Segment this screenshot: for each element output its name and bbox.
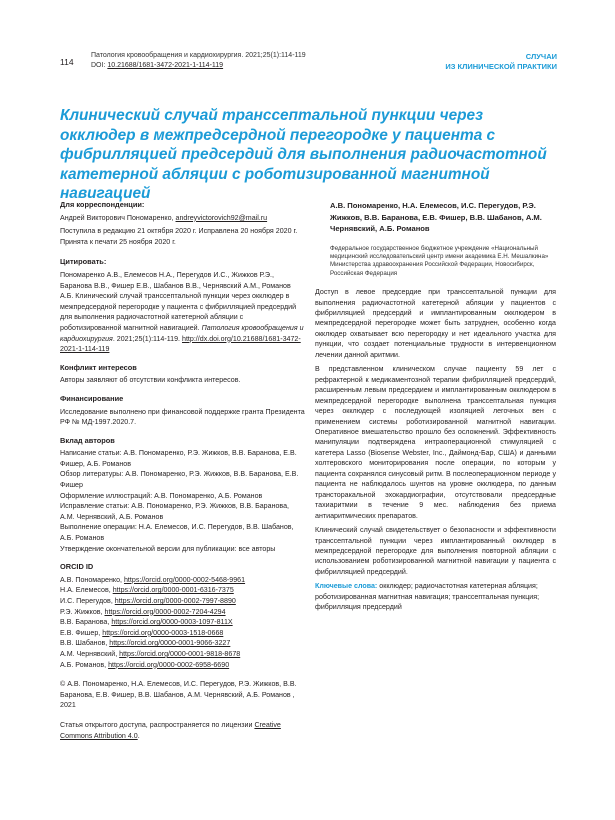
- license: [60, 720, 305, 741]
- abstract-paragraph: В представленном клиническом случае пациенту 59 лет с рефрактерной к медикаментозной терапии фибрилляцией предсердий, расширенным левым предсердием и имплантированным окклюдером в межпредсердной перегородке выполнена транссептальная пункция через окклюдер с последующей изоляцией легочных вен с применением системы роботизированной магнитной навигации. Оперативное вмешательство прошло без осложнений. Эффективность манипуляции подтверждена интраоперационной стимуляцией с катетера Lasso (Biosense Webster, Inc., Даймонд-Бар, США) и данными холтеровского мониторирования после операции, по которым у пациента сохранялся синусовый ритм. В послеоперационном периоде у пациента не наблюдалось шунтов на уровне окклюдера, по данным трансторакальной эхокардиографии, отсутствовали предсердные тахиаритмии в течение 9 мес. наблюдения без приема антиаритмических препаратов.: [315, 365, 556, 520]
- orcid-item: [60, 575, 305, 586]
- doi-line: [91, 61, 306, 71]
- orcid-name: Н.А. Елемесов,: [60, 586, 113, 595]
- orcid-name: А.В. Пономаренко,: [60, 575, 124, 584]
- citation-text: [60, 270, 305, 355]
- orcid-name: А.М. Чернявский,: [60, 649, 120, 658]
- funding-text: Исследование выполнено при финансовой поддержке гранта Президента РФ № МД-1997.2020.7.: [60, 407, 305, 427]
- license-link[interactable]: Creative Commons Attribution 4.0: [60, 720, 281, 740]
- correspondence-name: Андрей Викторович Пономаренко,: [60, 213, 174, 222]
- orcid-name: А.Б. Романов,: [60, 660, 109, 669]
- right-column: [315, 200, 556, 613]
- orcid-name: Р.Э. Жижков,: [60, 607, 105, 616]
- correspondence-heading: Для корреспонденции:: [60, 200, 145, 209]
- orcid-name: В.В. Баранова,: [60, 618, 112, 627]
- conflict-text: Авторы заявляют об отсутствии конфликта интересов.: [60, 376, 241, 385]
- orcid-item: [60, 617, 305, 628]
- received-dates: Поступила в редакцию 21 октября 2020 г. Исправлена 20 ноября 2020 г. Принята к печати 25 ноября 2020 г.: [60, 227, 298, 246]
- journal-info: [91, 51, 306, 71]
- orcid-name: Е.В. Фишер,: [60, 628, 103, 637]
- abstract-paragraph: Клинический случай свидетельствует о безопасности и эффективности транссептальной пункции через имплантированный окклюдер в межпредсердной перегородке для выполнения повторной абляции с использованием роботизированной магнитной навигации у пациента с фибрилляцией предсердий.: [315, 526, 556, 576]
- orcid-link[interactable]: https://orcid.org/0000-0002-5468-9961: [123, 575, 246, 584]
- contribution-item: Обзор литературы: А.В. Пономаренко, Р.Э. Жижков, В.В. Баранова, Е.В. Фишер: [60, 470, 299, 490]
- author-list: А.В. Пономаренко, Н.А. Елемесов, И.С. Перегудов, Р.Э. Жижков, В.В. Баранова, Е.В. Фишер, В.В. Шабанов, А.М. Чернявский, А.Б. Романов: [330, 201, 542, 233]
- funding-heading: Финансирование: [60, 393, 124, 403]
- orcid-link[interactable]: https://orcid.org/0000-0001-9818-8678: [119, 649, 241, 658]
- orcid-link[interactable]: https://orcid.org/0000-0003-1097-811X: [111, 618, 233, 627]
- contribution-item: Оформление иллюстраций: А.В. Пономаренко, А.Б. Романов: [60, 491, 263, 500]
- orcid-item: [60, 649, 305, 660]
- article-title: Клинический случай транссептальной пункции через окклюдер в межпредсердной перегородке у пациента с фибрилляцией предсердий для выполнения радиочастотной катетерной абляции с роботизированной магнитной навигацией: [60, 107, 547, 202]
- orcid-item: [60, 585, 305, 596]
- citation-journal: Патология кровообращения и кардиохирургия: [60, 323, 304, 343]
- section-line-1: СЛУЧАИ: [525, 52, 557, 61]
- orcid-item: [60, 607, 305, 618]
- orcid-name: В.В. Шабанов,: [60, 639, 110, 648]
- abstract-paragraph: Доступ в левое предсердие при транссептальной пункции для выполнения радиочастотной катетерной абляции у пациентов с фибрилляцией предсердий и имплантированным окклюдером в межпредсердной перегородке может быть затруднен, особенно когда окклюдер охватывает всю перегородку и нет идеального участка для пункции, что создает потенциальные трудности в интервенционном лечении данной аритмии.: [315, 288, 556, 359]
- citation-heading: Цитировать:: [60, 257, 107, 267]
- left-column: [60, 200, 305, 741]
- correspondence-contact: [60, 213, 305, 224]
- license-text: Статья открытого доступа, распространяется по лицензии: [60, 720, 255, 729]
- keywords-label: Ключевые слова:: [315, 582, 378, 591]
- orcid-item: [60, 638, 305, 649]
- section-line-2: ИЗ КЛИНИЧЕСКОЙ ПРАКТИКИ: [445, 62, 557, 71]
- correspondence-email[interactable]: andreyvictorovich92@mail.ru: [175, 213, 268, 222]
- orcid-link[interactable]: https://orcid.org/0000-0002-6958-6690: [108, 660, 230, 669]
- keywords: [315, 581, 556, 612]
- affiliation: Федеральное государственное бюджетное учреждение «Национальный медицинский исследовательский центр имени академика Е.Н. Мешалкина» Министерства здравоохранения Российской Федерации, Новосибирск, Российская Федерация: [330, 244, 549, 277]
- contributions-heading: Вклад авторов: [60, 435, 115, 445]
- conflict-heading: Конфликт интересов: [60, 362, 137, 372]
- contribution-item: Исправление статьи: А.В. Пономаренко, Р.Э. Жижков, В.В. Баранова, А.М. Чернявский, А.Б. Романов: [60, 502, 290, 521]
- contribution-item: Утверждение окончательной версии для публикации: все авторы: [60, 544, 276, 553]
- orcid-link[interactable]: https://orcid.org/0000-0002-7204-4294: [104, 607, 226, 616]
- journal-line: Патология кровообращения и кардиохирургия. 2021;25(1):114-119: [91, 52, 306, 59]
- abstract: [315, 287, 556, 577]
- orcid-link[interactable]: https://orcid.org/0000-0001-6316-7375: [112, 586, 234, 595]
- doi-label: DOI:: [91, 62, 106, 69]
- keywords-text: окклюдер; радиочастотная катетерная абляция; роботизированная магнитная навигация; транссептальная пункция; фибрилляция предсердий: [315, 582, 540, 612]
- orcid-link[interactable]: https://orcid.org/0000-0003-1518-0668: [102, 628, 224, 637]
- orcid-item: [60, 596, 305, 607]
- orcid-name: И.С. Перегудов,: [60, 597, 115, 605]
- contribution-item: Выполнение операции: Н.А. Елемесов, И.С. Перегудов, В.В. Шабанов, А.Б. Романов: [60, 523, 294, 543]
- citation-details: . 2021;25(1):114-119.: [112, 334, 181, 343]
- section-label: [445, 52, 557, 72]
- license-end: .: [137, 731, 140, 740]
- doi-link[interactable]: 10.21688/1681-3472-2021-1-114-119: [107, 62, 224, 69]
- citation-link[interactable]: http://dx.doi.org/10.21688/1681-3472-2021-1-114-119: [60, 334, 301, 354]
- contribution-item: Написание статьи: А.В. Пономаренко, Р.Э. Жижков, В.В. Баранова, Е.В. Фишер, А.Б. Романов: [60, 449, 297, 468]
- page-number: 114: [60, 57, 74, 67]
- orcid-item: [60, 660, 305, 671]
- orcid-heading: ORCID ID: [60, 562, 94, 572]
- orcid-link[interactable]: https://orcid.org/0000-0001-9066-3227: [109, 639, 231, 648]
- copyright: © А.В. Пономаренко, Н.А. Елемесов, И.С. Перегудов, Р.Э. Жижков, В.В. Баранова, Е.В. Фишер, В.В. Шабанов, А.М. Чернявский, А.Б. Романов , 2021: [60, 680, 297, 710]
- orcid-item: [60, 628, 305, 639]
- citation-body: Пономаренко А.В., Елемесов Н.А., Перегудов И.С., Жижков Р.Э., Баранова В.В., Фишер Е.В., Шабанов В.В., Чернявский А.М., Романов А.Б. Клинический случай транссептальной пункции через окклюдер в межпредсердной перегородке у пациента с фибрилляцией предсердий для выполнения радиочастотной катетерной абляции с роботизированной магнитной навигацией.: [60, 270, 297, 332]
- orcid-link[interactable]: https://orcid.org/0000-0002-7997-8890: [114, 597, 236, 605]
